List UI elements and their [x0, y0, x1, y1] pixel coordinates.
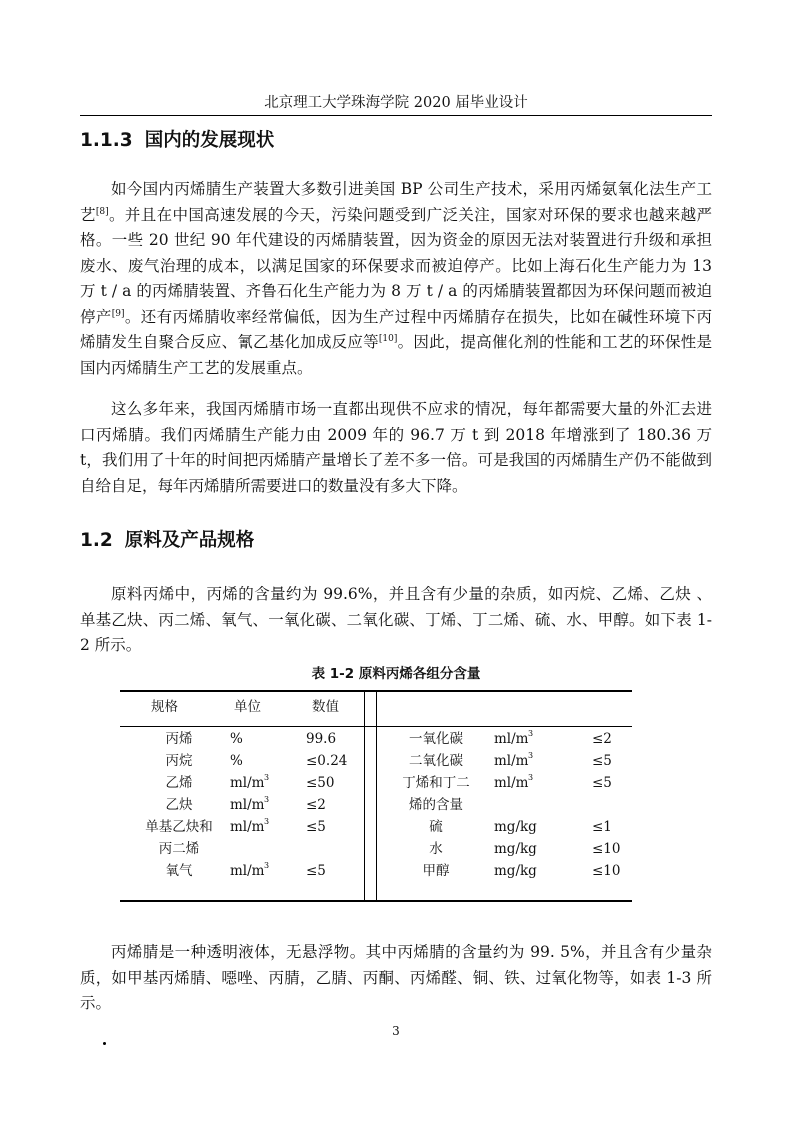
table-cell-right-value: ≤1	[592, 819, 612, 835]
paragraph-product: 丙烯腈是一种透明液体，无悬浮物。其中丙烯腈的含量约为 99. 5%，并且含有少量杂质，如甲基丙烯腈、噁唑、丙腈，乙腈、丙酮、丙烯醛、铜、铁、过氧化物等，如表 1-3 所示。	[80, 943, 712, 1012]
table-cell-right-spec: 甲醇	[422, 863, 450, 879]
table-cell-right-spec: 一氧化碳	[409, 731, 463, 747]
table-cell-right-value: ≤2	[592, 731, 612, 747]
page-header: 北京理工大学珠海学院 2020 届毕业设计	[264, 95, 528, 111]
superscript-cubic: 3	[264, 795, 270, 804]
table-caption: 表 1-2 原料丙烯各组分含量	[311, 666, 481, 682]
table-cell-left-value: 99.6	[306, 731, 337, 747]
superscript-cubic: 3	[528, 773, 534, 782]
section-number: 1.1.3	[80, 130, 133, 151]
table-cell-left-spec: 氧气	[165, 863, 193, 879]
table-cell-left-spec: 乙烯	[165, 775, 193, 791]
paragraph-text: 。因此，提高催化剂的性能和工艺的环保性是国内丙烯腈生产工艺的发展重点。	[80, 333, 712, 377]
table-cell-right-value: ≤10	[592, 863, 621, 879]
table-cell-left-value: ≤0.24	[306, 753, 348, 769]
citation-8: [8]	[95, 206, 109, 217]
table-cell-right-spec: 硫	[429, 819, 443, 835]
section-number: 1.2	[80, 530, 113, 551]
table-cell-left-unit: ml/m	[230, 797, 265, 813]
table-cell-right-unit: ml/m	[494, 775, 529, 791]
citation-9: [9]	[111, 308, 125, 319]
table-cell-right-unit: ml/m	[494, 731, 529, 747]
table-cell-left-value: ≤50	[306, 775, 335, 791]
paragraph-raw-material: 原料丙烯中，丙烯的含量约为 99.6%，并且含有少量的杂质，如丙烷、乙烯、乙炔 、单基乙炔、丙二烯、氧气、一氧化碳、二氧化碳、丁烯、丁二烯、硫、水、甲醇。如下表 1-2 所示。	[80, 585, 712, 654]
table-cell-right-value: ≤5	[592, 753, 612, 769]
table-cell-left-unit: %	[230, 753, 243, 769]
table-cell-left-value: ≤5	[306, 863, 326, 879]
citation-10: [10]	[378, 333, 398, 344]
header-rule	[80, 115, 712, 116]
superscript-cubic: 3	[264, 817, 270, 826]
superscript-cubic: 3	[528, 729, 534, 738]
table-cell-right-spec: 烯的含量	[409, 797, 463, 813]
table-cell-right-spec: 水	[429, 841, 443, 857]
table-cell-left-value: ≤2	[306, 797, 326, 813]
table-cell-left-value: ≤5	[306, 819, 326, 835]
table-bottom-rule	[120, 900, 632, 902]
table-cell-left-spec: 丙二烯	[158, 841, 200, 857]
table-cell-left-spec: 丙烯	[165, 731, 193, 747]
table-cell-right-unit: mg/kg	[494, 819, 537, 835]
table-cell-left-unit: ml/m	[230, 819, 265, 835]
paragraph-text: 。还有丙烯腈收率经常偏低，因为生产过程中丙烯腈存在损失，比如在碱性环境下丙烯腈发生自聚合反应、氰乙基化加成反应等	[80, 307, 712, 351]
page-number: 3	[392, 1024, 400, 1038]
table-cell-right-value: ≤10	[592, 841, 621, 857]
table-cell-left-unit: ml/m	[230, 775, 265, 791]
section-heading-1-1-3	[80, 130, 274, 152]
paragraph-text: 如今国内丙烯腈生产装置大多数引进美国 BP 公司生产技术，采用丙烯氨氧化法生产工艺	[80, 180, 712, 224]
table-cell-right-unit: mg/kg	[494, 841, 537, 857]
table-cell-left-spec: 丙烷	[165, 753, 193, 769]
table-cell-right-spec: 二氧化碳	[409, 753, 463, 769]
table-divider-line	[364, 692, 365, 900]
table-header-value: 数值	[312, 699, 339, 715]
superscript-cubic: 3	[264, 773, 270, 782]
section-heading-1-2	[80, 530, 254, 552]
paragraph-market: 这么多年来，我国丙烯腈市场一直都出现供不应求的情况，每年都需要大量的外汇去进口丙烯腈。我们丙烯腈生产能力由 2009 年的 96.7 万 t 到 2018 年增涨到了 180.36 万 t，我们用了十年的时间把丙烯腈产量增长了差不多一倍。可是我国的丙烯腈生产仍不能做到自给自足，每年丙烯腈所需要进口的数量没有多大下降。	[80, 400, 712, 495]
table-cell-left-spec: 乙炔	[165, 797, 193, 813]
table-cell-right-unit: mg/kg	[494, 863, 537, 879]
table-header-unit: 单位	[234, 699, 261, 715]
table-cell-right-spec: 丁烯和丁二	[402, 775, 470, 791]
superscript-cubic: 3	[528, 751, 534, 760]
paragraph-text: 。并且在中国高速发展的今天，污染问题受到广泛关注，国家对环保的要求也越来越严格。一些 20 世纪 90 年代建设的丙烯腈装置，因为资金的原因无法对装置进行升级和承担废水、废气治理的成本，以满足国家的环保要求而被迫停产。比如上海石化生产能力为 13 万 t / a 的丙烯腈装置、齐鲁石化生产能力为 8 万 t / a 的丙烯腈装置都因为环保问题而被迫停产	[80, 205, 712, 326]
superscript-cubic: 3	[264, 861, 270, 870]
table-header-spec: 规格	[151, 699, 178, 715]
paragraph-domestic-status	[80, 177, 712, 381]
table-cell-left-spec: 单基乙炔和	[145, 819, 213, 835]
table-cell-left-unit: ml/m	[230, 863, 265, 879]
table-cell-left-unit: %	[230, 731, 243, 747]
table-cell-right-value: ≤5	[592, 775, 612, 791]
footer-dot	[103, 1042, 106, 1045]
section-title: 原料及产品规格	[124, 530, 255, 551]
table-cell-right-unit: ml/m	[494, 753, 529, 769]
section-title: 国内的发展现状	[144, 130, 275, 151]
